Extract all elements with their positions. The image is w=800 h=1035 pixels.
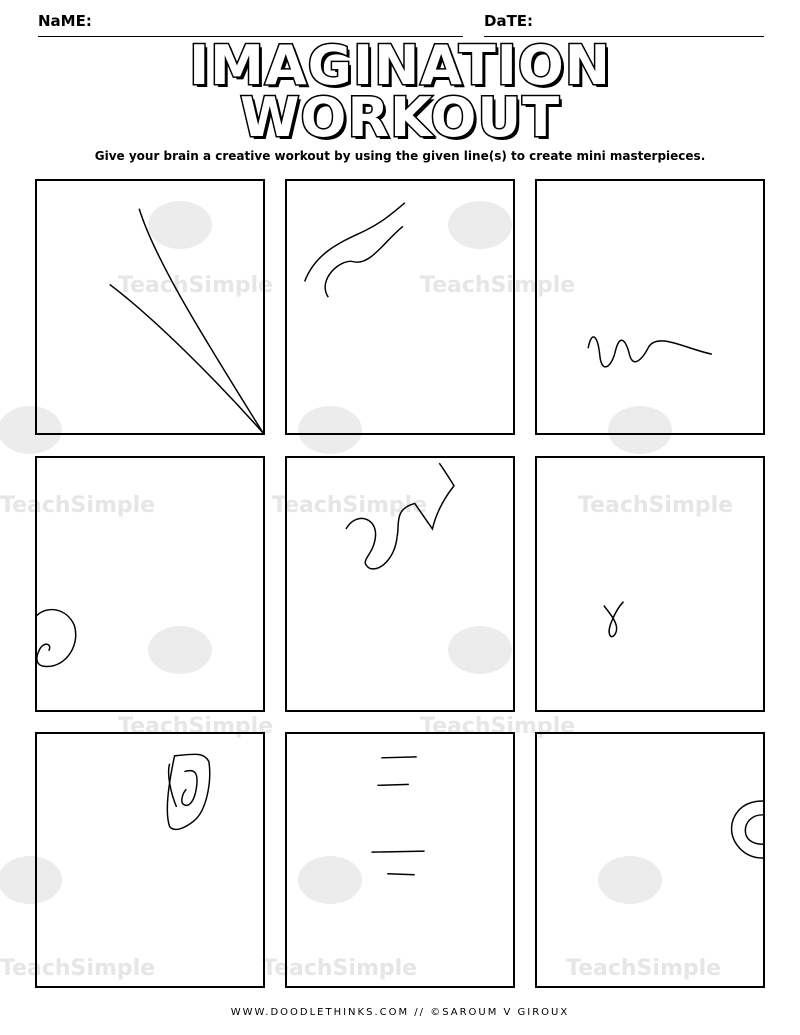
panel-7-square-spiral[interactable] [35, 732, 265, 988]
panel-6-loop[interactable] [535, 456, 765, 712]
prompt-lines [37, 458, 263, 710]
title-line-1: IMAGINATION [189, 34, 611, 97]
prompt-lines [537, 458, 763, 710]
watermark-text: TeachSimple [118, 273, 274, 298]
watermark-text: TeachSimple [420, 273, 576, 298]
prompt-lines [287, 181, 513, 433]
watermark-text: TeachSimple [0, 956, 156, 981]
panel-5-hook-zigzag[interactable] [285, 456, 515, 712]
watermark-text: TeachSimple [420, 714, 576, 739]
prompt-lines [37, 181, 263, 433]
panel-3-wavy-line[interactable] [535, 179, 765, 435]
date-label: DaTE: [484, 12, 534, 30]
prompt-lines [287, 734, 513, 986]
panel-8-short-dashes[interactable] [285, 732, 515, 988]
watermark-text: TeachSimple [578, 493, 734, 518]
panel-4-spiral-edge[interactable] [35, 456, 265, 712]
panel-9-half-circle[interactable] [535, 732, 765, 988]
watermark-text: TeachSimple [262, 956, 418, 981]
watermark-text: TeachSimple [118, 714, 274, 739]
watermark-text: TeachSimple [566, 956, 722, 981]
panel-1-diagonal-lines[interactable] [35, 179, 265, 435]
watermark-text: TeachSimple [0, 493, 156, 518]
prompt-lines [37, 734, 263, 986]
panel-2-curved-lines[interactable] [285, 179, 515, 435]
name-label: NaME: [38, 12, 92, 30]
prompt-lines [287, 458, 513, 710]
instructions: Give your brain a creative workout by using the given line(s) to create mini masterpieces. [94, 149, 706, 163]
prompt-lines [537, 734, 763, 986]
title-line-2: WORKOUT [239, 86, 561, 149]
footer-credit: WWW.DOODLETHINKS.COM // ©SAROUM V GIROUX [230, 1007, 570, 1018]
watermark-text: TeachSimple [272, 493, 428, 518]
prompt-lines [537, 181, 763, 433]
